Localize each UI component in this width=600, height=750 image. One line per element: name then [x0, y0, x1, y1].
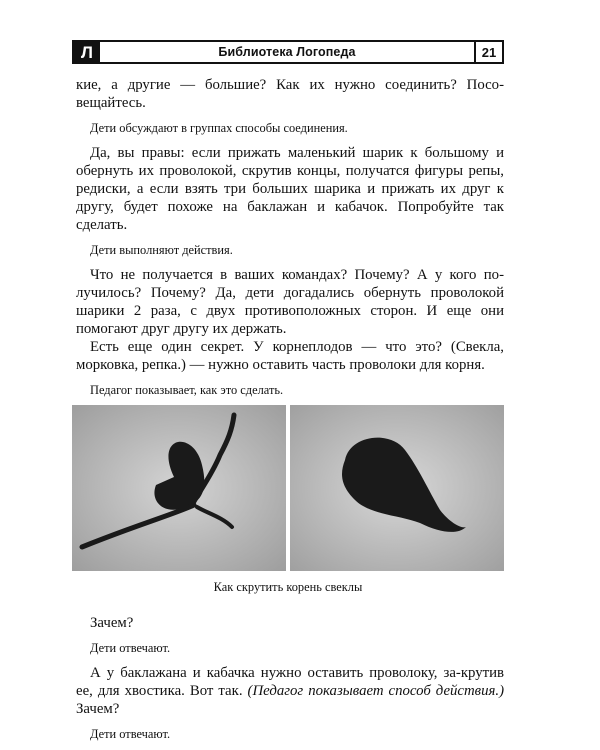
teacher-note: Дети отвечают.	[90, 727, 171, 741]
paragraph: Что не получается в ваших командах? Почему? А у кого по-лучилось? Почему? Да, дети догадались обернуть проволокой шарики 2 раза, с двух противоположных сторон. И еще они помогают друг другу их держать.	[76, 267, 504, 337]
italic-stage-direction: (Педагог показывает способ действия.)	[247, 683, 504, 699]
teacher-note: Педагог показывает, как это сделать.	[90, 383, 284, 397]
running-header	[72, 40, 504, 64]
upper-text-block	[76, 76, 504, 406]
teacher-note: Дети отвечают.	[90, 641, 171, 655]
page-number: 21	[474, 42, 502, 62]
photo-beet-root-twisted	[290, 405, 504, 571]
series-logo: Л	[74, 42, 100, 62]
teacher-note: Дети выполняют действия.	[90, 243, 233, 257]
paragraph-text: Зачем?	[76, 701, 120, 717]
header-title: Библиотека Логопеда	[218, 45, 356, 59]
paragraph: кие, а другие — большие? Как их нужно соединить? Посо-вещайтесь.	[76, 77, 504, 111]
figure-caption: Как скрутить корень свеклы	[213, 580, 363, 594]
paragraph: Зачем?	[90, 615, 134, 631]
teacher-note: Дети обсуждают в группах способы соединения.	[90, 121, 348, 135]
photo-row	[72, 405, 504, 571]
paragraph: Есть еще один секрет. У корнеплодов — что это? (Свекла, морковка, репка.) — нужно оставить часть проволоки для корня.	[76, 339, 504, 373]
paragraph	[76, 664, 504, 718]
photo-beet-with-wire	[72, 405, 286, 571]
lower-text-block	[76, 614, 504, 750]
paragraph-text: А у баклажана и кабачка нужно оставить проволоку, за-крутив ее, для хвостика. Вот так.	[76, 665, 504, 699]
paragraph: Да, вы правы: если прижать маленький шарик к большому и обернуть их проволокой, скрутив концы, получатся фигуры репы, редиски, а если взять три больших шарика и прижать их друг к другу, будет похоже на баклажан и кабачок. Попробуйте так сделать.	[76, 145, 504, 233]
